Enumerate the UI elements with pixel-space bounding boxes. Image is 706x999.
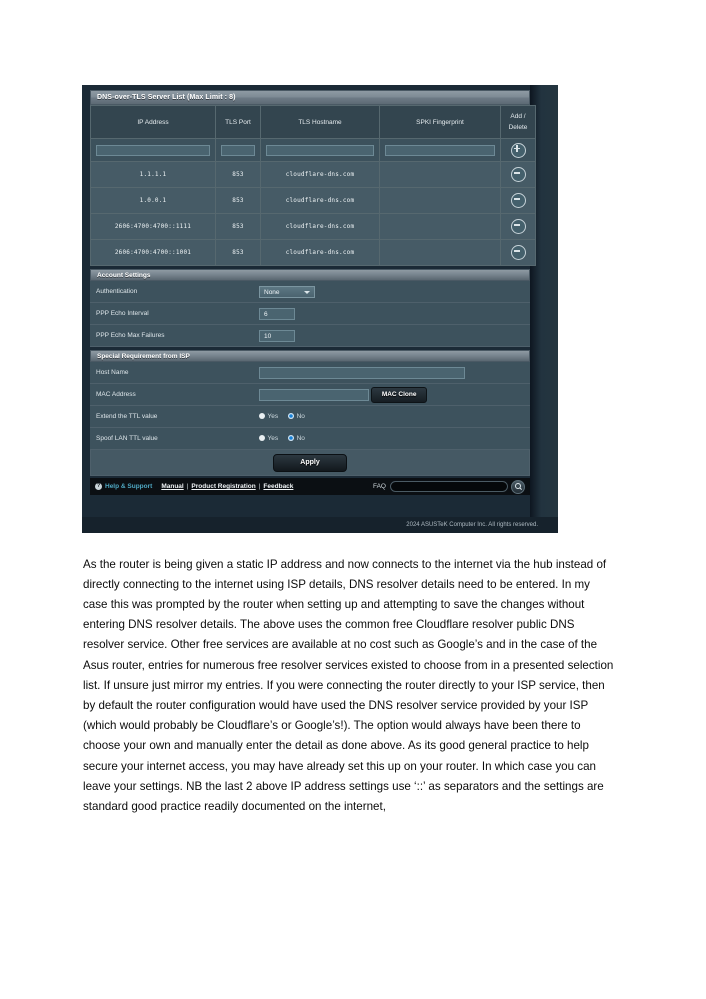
spoof-lan-ttl-no-label: No [296,434,305,442]
add-delete-line-1: Add / [510,113,526,120]
column-header-tls-hostname: TLS Hostname [261,106,380,139]
authentication-selected-value: None [264,288,280,296]
column-header-spki-fingerprint: SPKI Fingerprint [380,106,501,139]
new-entry-spki-cell [380,139,501,162]
new-entry-port-input[interactable] [221,145,255,156]
new-entry-action-cell [501,139,536,162]
dns-panel-title: DNS-over-TLS Server List (Max Limit : 8) [97,94,236,101]
column-header-tls-port: TLS Port [216,106,261,139]
faq-search-area [373,480,525,494]
authentication-select[interactable] [259,286,315,298]
row-tls-hostname: cloudflare-dns.com [261,162,380,188]
host-name-input[interactable] [259,367,465,379]
ppp-echo-interval-row [90,303,530,325]
ppp-echo-max-failures-input[interactable]: 10 [259,330,295,342]
new-entry-row [91,139,536,162]
mac-clone-button[interactable]: MAC Clone [371,387,428,403]
extend-ttl-row [90,406,530,428]
row-ip-address: 1.0.0.1 [91,188,216,214]
host-name-value-cell [251,362,530,384]
new-entry-ip-cell [91,139,216,162]
ppp-echo-max-failures-value-cell [251,325,530,347]
row-tls-port: 853 [216,188,261,214]
dns-over-tls-server-table [90,105,536,266]
row-action-cell [501,240,536,266]
table-row [91,188,536,214]
authentication-label: Authentication [90,281,251,303]
authentication-row [90,281,530,303]
plus-circle-icon[interactable] [511,143,526,158]
spoof-lan-ttl-row [90,428,530,450]
host-name-label: Host Name [90,362,251,384]
chevron-down-icon [304,291,310,294]
mac-address-row [90,384,530,406]
new-entry-hostname-input[interactable] [266,145,374,156]
row-tls-hostname: cloudflare-dns.com [261,214,380,240]
extend-ttl-radio-group [259,413,315,420]
faq-search-input[interactable] [390,481,508,492]
ppp-echo-interval-input[interactable]: 6 [259,308,295,320]
row-tls-hostname: cloudflare-dns.com [261,240,380,266]
column-header-ip-address: IP Address [91,106,216,139]
copyright-text: 2024 ASUSTeK Computer Inc. All rights reserved. [406,522,538,528]
table-row [91,240,536,266]
new-entry-spki-input[interactable] [385,145,495,156]
link-separator-2: | [258,483,261,490]
spoof-lan-ttl-value-cell [251,428,530,450]
router-page-content [90,90,530,495]
account-settings-title: Account Settings [97,271,151,279]
ppp-echo-interval-label: PPP Echo Interval [90,303,251,325]
apply-bar [90,450,530,476]
manual-link[interactable]: Manual [161,483,184,490]
spoof-lan-ttl-radio-yes[interactable] [259,435,265,441]
mac-address-label: MAC Address [90,384,251,406]
mac-address-value-cell [251,384,530,406]
authentication-value-cell [251,281,530,303]
row-spki-fingerprint [380,214,501,240]
minus-circle-icon[interactable] [511,219,526,234]
row-ip-address: 2606:4700:4700::1001 [91,240,216,266]
row-ip-address: 1.1.1.1 [91,162,216,188]
spoof-lan-ttl-radio-group [259,435,315,442]
faq-label: FAQ [372,483,386,490]
minus-circle-icon[interactable] [511,167,526,182]
special-requirement-title: Special Requirement from ISP [97,352,190,360]
ppp-echo-interval-value-cell [251,303,530,325]
extend-ttl-no-label: No [296,412,305,420]
row-spki-fingerprint [380,162,501,188]
row-tls-hostname: cloudflare-dns.com [261,188,380,214]
row-tls-port: 853 [216,240,261,266]
account-settings-form [90,281,530,347]
dns-panel-header [90,90,530,105]
extend-ttl-value-cell [251,406,530,428]
ppp-echo-max-failures-row [90,325,530,347]
account-settings-header [90,269,530,281]
extend-ttl-label: Extend the TTL value [90,406,251,428]
row-tls-port: 853 [216,214,261,240]
extend-ttl-radio-yes[interactable] [259,413,265,419]
row-ip-address: 2606:4700:4700::1111 [91,214,216,240]
special-requirement-form [90,362,530,450]
new-entry-ip-input[interactable] [96,145,210,156]
minus-circle-icon[interactable] [511,245,526,260]
product-registration-link[interactable]: Product Registration [191,483,256,490]
search-icon[interactable] [511,480,525,494]
host-name-row [90,362,530,384]
apply-button[interactable]: Apply [273,454,346,472]
special-requirement-header [90,350,530,362]
spoof-lan-ttl-radio-no[interactable] [288,435,294,441]
mac-address-input[interactable] [259,389,369,401]
row-action-cell [501,188,536,214]
extend-ttl-radio-no[interactable] [288,413,294,419]
question-circle-icon: ? [96,483,101,489]
copyright-bar [82,517,558,533]
link-separator-1: | [186,483,189,490]
add-delete-line-2: Delete [508,124,528,131]
minus-circle-icon[interactable] [511,193,526,208]
row-action-cell [501,214,536,240]
row-spki-fingerprint [380,188,501,214]
feedback-link[interactable]: Feedback [263,483,294,490]
help-support-label[interactable]: Help & Support [105,483,153,490]
spoof-lan-ttl-label: Spoof LAN TTL value [90,428,251,450]
footer-links-bar [90,478,530,495]
router-admin-screenshot [82,85,558,533]
spoof-lan-ttl-yes-label: Yes [267,434,279,442]
new-entry-port-cell [216,139,261,162]
table-row [91,214,536,240]
ppp-echo-max-failures-label: PPP Echo Max Failures [90,325,251,347]
row-tls-port: 853 [216,162,261,188]
extend-ttl-yes-label: Yes [267,412,279,420]
row-action-cell [501,162,536,188]
row-spki-fingerprint [380,240,501,266]
column-header-add-delete [501,106,536,139]
new-entry-hostname-cell [261,139,380,162]
article-body-text: As the router is being given a static IP address and now connects to the internet via the hub instead of directly connecting to the internet using ISP details, DNS resolver details need to be entered. In my case this was prompted by the router when setting up and attempting to save the changes without entering DNS resolver details. The above uses the common free Cloudflare resolver public DNS resolver service. Other free services are available at no cost such as Google’s and in the case of the Asus router, entries for numerous free resolver services existed to choose from in a presented selection list. If unsure just mirror my entries. If you were connecting the router directly to your ISP service, then by default the router configuration would have used the DNS resolver service provided by your ISP (which would probably be Cloudflare’s or Google’s!). The option would always have been there to choose your own and manually enter the detail as done above. As its good general practice to help secure your internet access, you may have already set this up on your router. In which case you can leave your settings. NB the last 2 above IP address settings use ‘::’ as separators and the settings are standard good practice readily documented on the internet, [83,557,614,814]
table-row [91,162,536,188]
table-header-row [91,106,536,139]
